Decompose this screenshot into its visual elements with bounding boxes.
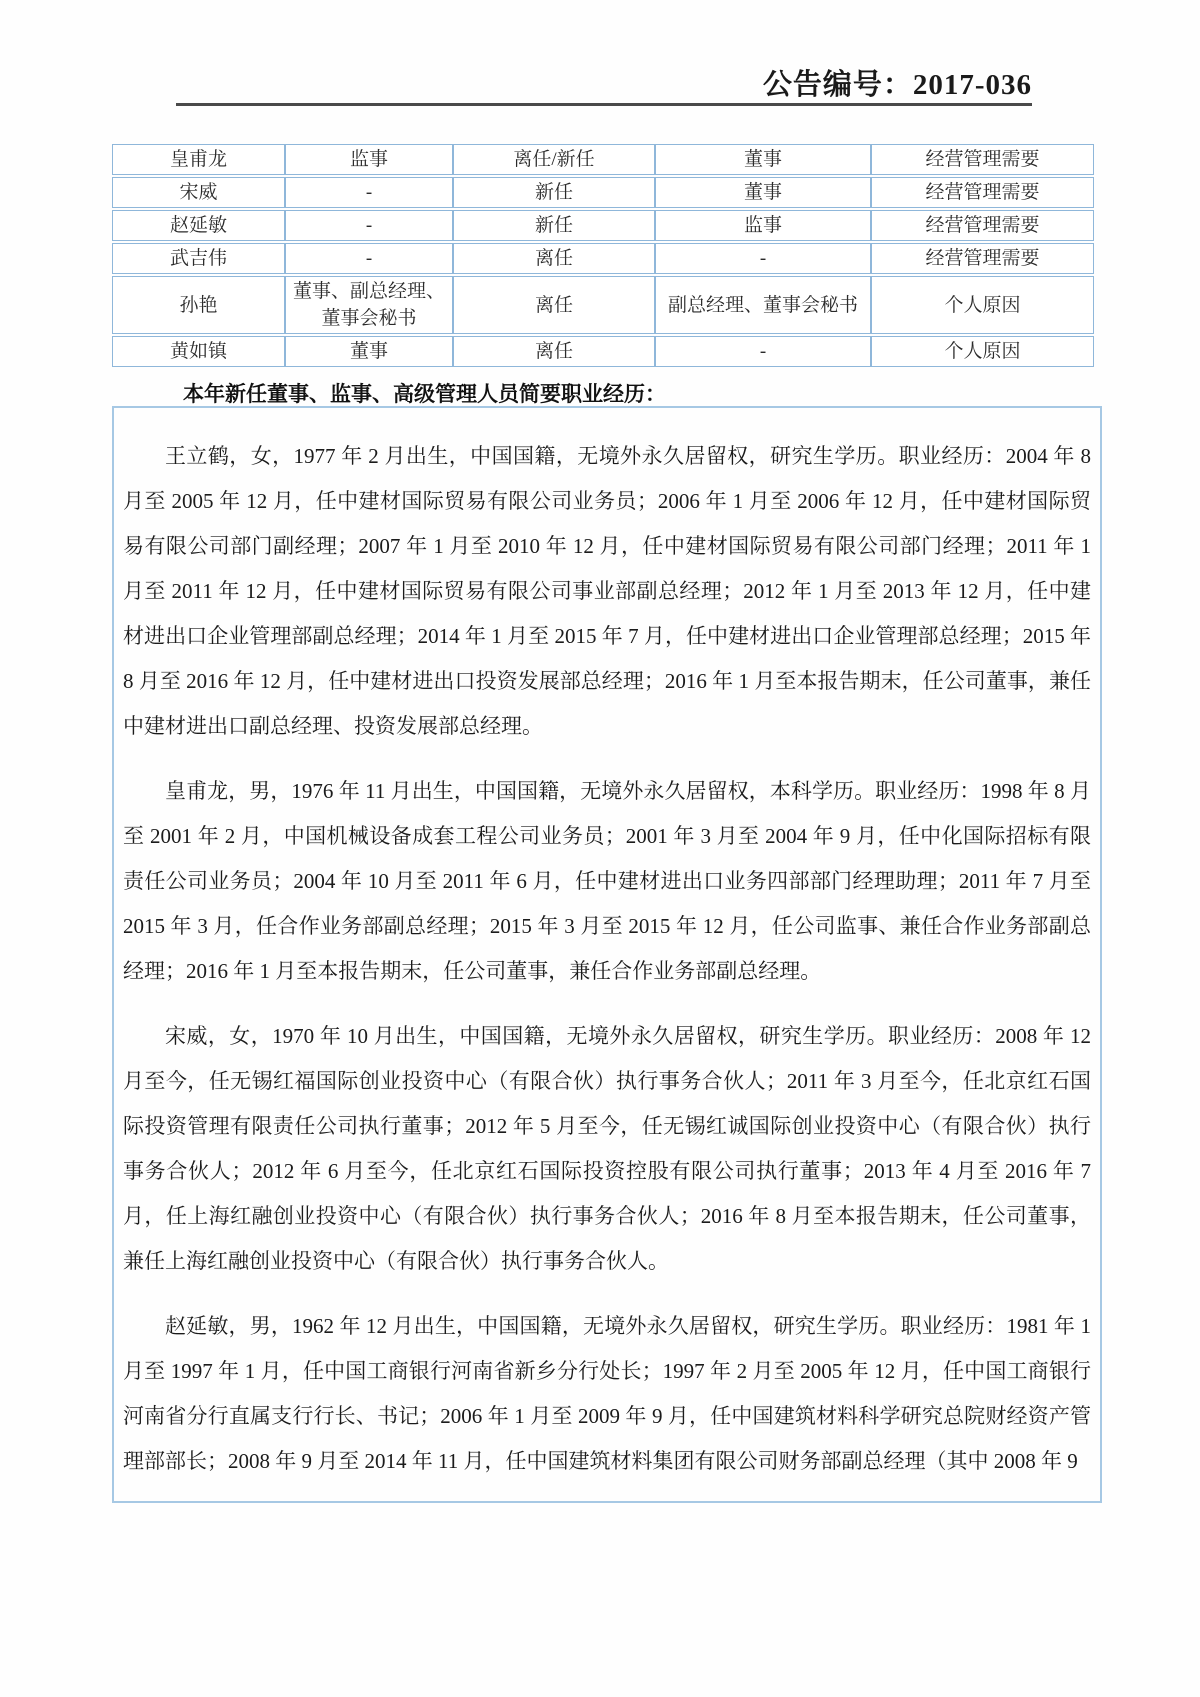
- table-row: [112, 210, 1094, 241]
- announcement-number: 公告编号：2017-036: [762, 69, 1032, 101]
- table-cell-name: 皇甫龙: [112, 144, 285, 175]
- table-cell-old-position: 董事、副总经理、董事会秘书: [285, 276, 453, 334]
- table-cell-new-position: 副总经理、董事会秘书: [655, 276, 871, 334]
- table-cell-reason: 经营管理需要: [871, 210, 1094, 241]
- bio-paragraph-wanglihe: 王立鹤，女，1977 年 2 月出生，中国国籍，无境外永久居留权，研究生学历。职业经历：2004 年 8 月至 2005 年 12 月，任中建材国际贸易有限公司业务员；2006 年 1 月至 2006 年 12 月，任中建材国际贸易有限公司部门副经理；2007 年 1 月至 2010 年 12 月，任中建材国际贸易有限公司部门经理；2011 年 1 月至 2011 年 12 月，任中建材国际贸易有限公司事业部副总经理；2012 年 1 月至 2013 年 12 月，任中建材进出口企业管理部副总经理；2014 年 1 月至 2015 年 7 月，任中建材进出口企业管理部总经理；2015 年 8 月至 2016 年 12 月，任中建材进出口投资发展部总经理；2016 年 1 月至本报告期末，任公司董事，兼任中建材进出口副总经理、投资发展部总经理。: [123, 444, 1091, 738]
- biography-box: [112, 406, 1102, 1503]
- table-cell-new-position: 董事: [655, 144, 871, 175]
- table-cell-change-type: 离任: [453, 276, 655, 334]
- table-cell-old-position: -: [285, 243, 453, 274]
- bio-paragraph-songwei: 宋威，女，1970 年 10 月出生，中国国籍，无境外永久居留权，研究生学历。职业经历：2008 年 12 月至今，任无锡红福国际创业投资中心（有限合伙）执行事务合伙人；2011 年 3 月至今，任北京红石国际投资管理有限责任公司执行董事；2012 年 5 月至今，任无锡红诚国际创业投资中心（有限合伙）执行事务合伙人；2012 年 6 月至今，任北京红石国际投资控股有限公司执行董事；2013 年 4 月至 2016 年 7 月，任上海红融创业投资中心（有限合伙）执行事务合伙人；2016 年 8 月至本报告期末，任公司董事，兼任上海红融创业投资中心（有限合伙）执行事务合伙人。: [123, 1024, 1091, 1273]
- table-cell-name: 赵延敏: [112, 210, 285, 241]
- table-cell-name: 黄如镇: [112, 336, 285, 367]
- table-cell-new-position: 董事: [655, 177, 871, 208]
- section-heading: 本年新任董事、监事、高级管理人员简要职业经历：: [183, 382, 666, 406]
- table-cell-change-type: 新任: [453, 210, 655, 241]
- table-cell-old-position: -: [285, 210, 453, 241]
- table-cell-name: 武吉伟: [112, 243, 285, 274]
- bio-paragraph-huangfulong: 皇甫龙，男，1976 年 11 月出生，中国国籍，无境外永久居留权，本科学历。职业经历：1998 年 8 月至 2001 年 2 月，中国机械设备成套工程公司业务员；2001 年 3 月至 2004 年 9 月，任中化国际招标有限责任公司业务员；2004 年 10 月至 2011 年 6 月，任中建材进出口业务四部部门经理助理；2011 年 7 月至 2015 年 3 月，任合作业务部副总经理；2015 年 3 月至 2015 年 12 月，任公司监事、兼任合作业务部副总经理；2016 年 1 月至本报告期末，任公司董事，兼任合作业务部副总经理。: [123, 779, 1091, 983]
- table-cell-new-position: -: [655, 243, 871, 274]
- table-cell-reason: 经营管理需要: [871, 144, 1094, 175]
- table-cell-change-type: 离任: [453, 243, 655, 274]
- table-cell-reason: 经营管理需要: [871, 177, 1094, 208]
- table-cell-name: 宋威: [112, 177, 285, 208]
- bio-paragraph-zhaoyanmin: 赵延敏，男，1962 年 12 月出生，中国国籍，无境外永久居留权，研究生学历。职业经历：1981 年 1 月至 1997 年 1 月，任中国工商银行河南省新乡分行处长；1997 年 2 月至 2005 年 12 月，任中国工商银行河南省分行直属支行行长、书记；2006 年 1 月至 2009 年 9 月，任中国建筑材料科学研究总院财经资产管理部部长；2008 年 9 月至 2014 年 11 月，任中国建筑材料集团有限公司财务部副总经理（其中 2008 年 9: [123, 1314, 1091, 1473]
- table-row: [112, 276, 1094, 334]
- table-cell-reason: 个人原因: [871, 336, 1094, 367]
- table-row: [112, 177, 1094, 208]
- table-row: [112, 144, 1094, 175]
- table-cell-reason: 个人原因: [871, 276, 1094, 334]
- table-cell-new-position: 监事: [655, 210, 871, 241]
- table-cell-old-position: -: [285, 177, 453, 208]
- table-cell-change-type: 离任: [453, 336, 655, 367]
- table-cell-change-type: 离任/新任: [453, 144, 655, 175]
- table-cell-name: 孙艳: [112, 276, 285, 334]
- personnel-change-table: [112, 142, 1094, 369]
- table-cell-change-type: 新任: [453, 177, 655, 208]
- header-divider: [176, 103, 1032, 106]
- table-cell-reason: 经营管理需要: [871, 243, 1094, 274]
- table-cell-old-position: 监事: [285, 144, 453, 175]
- table-row: [112, 243, 1094, 274]
- table-row: [112, 336, 1094, 367]
- table-cell-old-position: 董事: [285, 336, 453, 367]
- table-cell-new-position: -: [655, 336, 871, 367]
